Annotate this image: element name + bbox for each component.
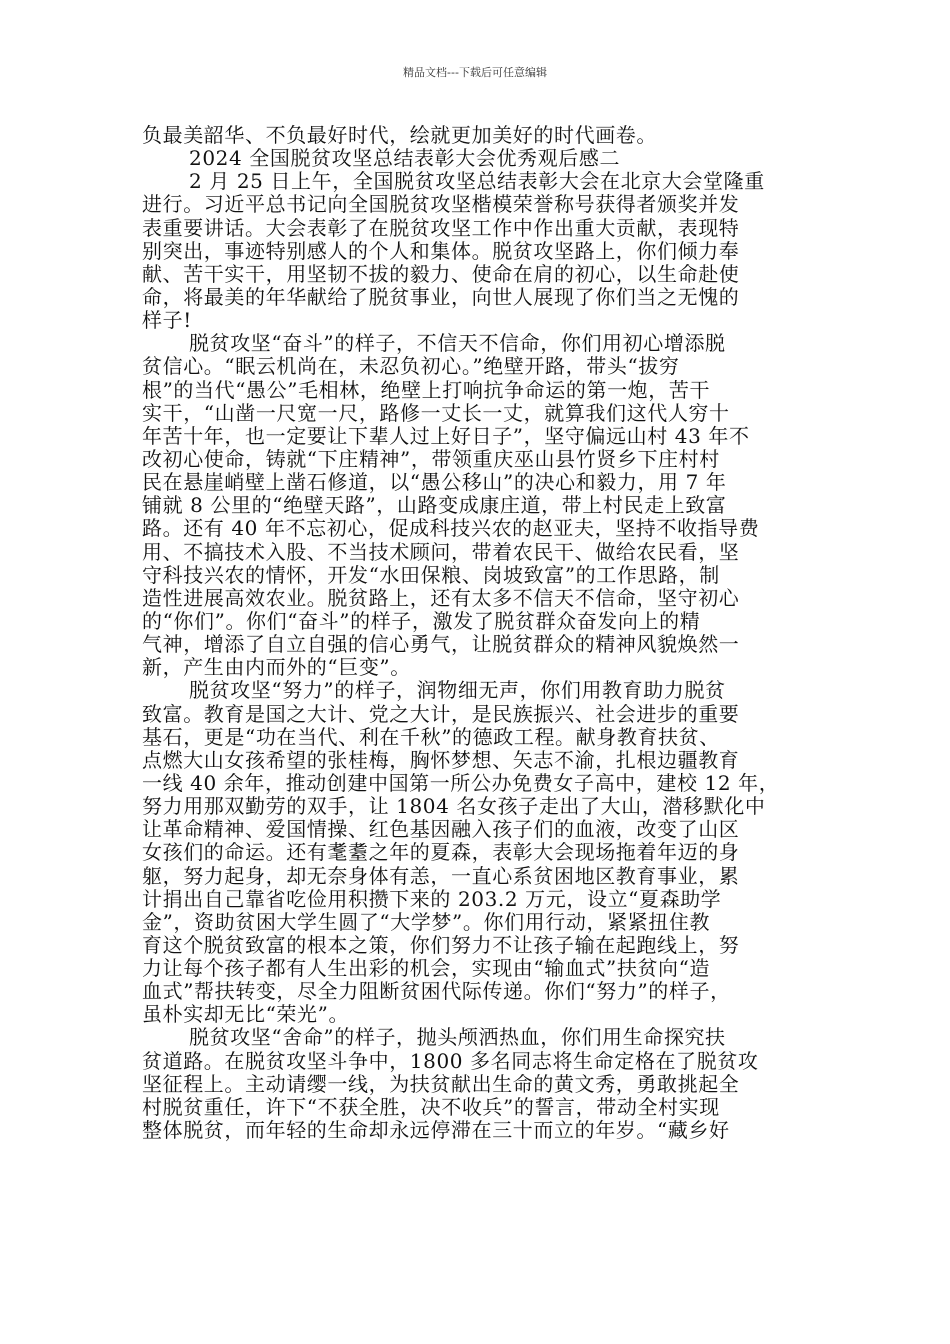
text-line: 造性进展高效农业。脱贫路上，还有太多不信天不信命，坚守初心: [142, 585, 740, 610]
text-line: 血式”帮扶转变，尽全力阻断贫困代际传递。你们“努力”的样子，: [142, 979, 731, 1004]
text-line: 村脱贫重任，许下“不获全胜，决不收兵”的誓言，带动全村实现: [142, 1094, 720, 1119]
text-line: 力让每个孩子都有人生出彩的机会，实现由“输血式”扶贫向“造: [142, 956, 711, 981]
text-line: 年苦十年，也一定要让下辈人过上好日子”，坚守偏远山村 43 年不: [142, 423, 750, 448]
text-line: 负最美韶华、不负最好时代，绘就更加美好的时代画卷。: [142, 123, 657, 147]
text-line: 铺就 8 公里的“绝壁天路”，山路变成康庄道，带上村民走上致富: [142, 493, 727, 518]
text-line: 脱贫攻坚“奋斗”的样子，不信天不信命，你们用初心增添脱: [189, 331, 726, 356]
text-line: 坚征程上。主动请缨一线，为扶贫献出生命的黄文秀，勇敢挑起全: [142, 1071, 740, 1096]
text-line: 基石，更是“功在当代、利在千秋”的德政工程。献身教育扶贫、: [142, 724, 720, 749]
text-line: 金”，资助贫困大学生圆了“大学梦”。你们用行动，紧紧扭住教: [142, 909, 711, 934]
text-line: 命，将最美的年华献给了脱贫事业，向世人展现了你们当之无愧的: [142, 284, 740, 309]
text-line: 表重要讲话。大会表彰了在脱贫攻坚工作中作出重大贡献，表现特: [142, 215, 740, 240]
text-line: 守科技兴农的情怀，开发“水田保粮、岗坡致富”的工作思路，制: [142, 562, 720, 587]
text-line: 献、苦干实干，用坚韧不拔的毅力、使命在肩的初心，以生命赴使: [142, 261, 740, 286]
text-line: 育这个脱贫致富的根本之策，你们努力不让孩子输在起跑线上，努: [142, 932, 740, 957]
text-line: 计捐出自己靠省吃俭用积攒下来的 203.2 万元，设立“夏森助学: [142, 886, 722, 911]
article-title: 2024 全国脱贫攻坚总结表彰大会优秀观后感二: [189, 146, 621, 171]
text-line: 根”的当代“愚公”毛相林，绝壁上打响抗争命运的第一炮，苦干: [142, 377, 711, 402]
text-line: 2 月 25 日上午，全国脱贫攻坚总结表彰大会在北京大会堂隆重: [189, 169, 765, 194]
text-line: 气神，增添了自立自强的信心勇气，让脱贫群众的精神风貌焕然一: [142, 632, 740, 657]
text-line: 整体脱贫，而年轻的生命却永远停滞在三十而立的年岁。“藏乡好: [142, 1118, 730, 1143]
text-line: 路。还有 40 年不忘初心，促成科技兴农的赵亚夫，坚持不收指导费: [142, 516, 760, 541]
text-line: 民在悬崖峭壁上凿石修道，以“愚公移山”的决心和毅力，用 7 年: [142, 470, 727, 495]
text-line: 让革命精神、爱国情操、红色基因融入孩子们的血液，改变了山区: [142, 817, 740, 842]
text-line: 致富。教育是国之大计、党之大计，是民族振兴、社会进步的重要: [142, 701, 740, 726]
text-line: 别突出，事迹特别感人的个人和集体。脱贫攻坚路上，你们倾力奉: [142, 238, 740, 263]
text-line: 躯，努力起身，却无奈身体有恙，一直心系贫困地区教育事业，累: [142, 863, 740, 888]
text-line: 贫道路。在脱贫攻坚斗争中，1800 多名同志将生命定格在了脱贫攻: [142, 1048, 759, 1073]
document-body: [142, 124, 810, 1142]
text-line: 虽朴实却无比“荣光”。: [142, 1002, 350, 1027]
text-line: 点燃大山女孩希望的张桂梅，胸怀梦想、矢志不渝，扎根边疆教育: [142, 747, 740, 772]
text-line: 用、不搞技术入股、不当技术顾问，带着农民干、做给农民看，坚: [142, 539, 740, 564]
text-line: 进行。习近平总书记向全国脱贫攻坚楷模荣誉称号获得者颁奖并发: [142, 192, 740, 217]
text-line: 样子!: [142, 308, 192, 333]
text-line: 实干，“山凿一尺宽一尺，路修一丈长一丈，就算我们这代人穷十: [142, 400, 730, 425]
text-line: 新，产生由内而外的“巨变”。: [142, 655, 411, 680]
text-line: 改初心使命，铸就“下庄精神”，带领重庆巫山县竹贤乡下庄村村: [142, 446, 720, 471]
text-line: 一线 40 余年，推动创建中国第一所公办免费女子高中，建校 12 年，: [142, 770, 780, 795]
text-line: 努力用那双勤劳的双手，让 1804 名女孩子走出了大山，潜移默化中: [142, 794, 766, 819]
text-line: 脱贫攻坚“努力”的样子，润物细无声，你们用教育助力脱贫: [189, 678, 726, 703]
text-line: 脱贫攻坚“舍命”的样子，抛头颅洒热血，你们用生命探究扶: [189, 1025, 726, 1050]
text-line: 贫信心。“眠云机尚在，未忍负初心。”绝壁开路，带头“拔穷: [142, 354, 680, 379]
text-line: 的“你们”。你们“奋斗”的样子，激发了脱贫群众奋发向上的精: [142, 608, 701, 633]
page-header-watermark: 精品文档---下载后可任意编辑: [403, 66, 547, 79]
text-line: 女孩们的命运。还有耄耋之年的夏森，表彰大会现场拖着年迈的身: [142, 840, 740, 865]
